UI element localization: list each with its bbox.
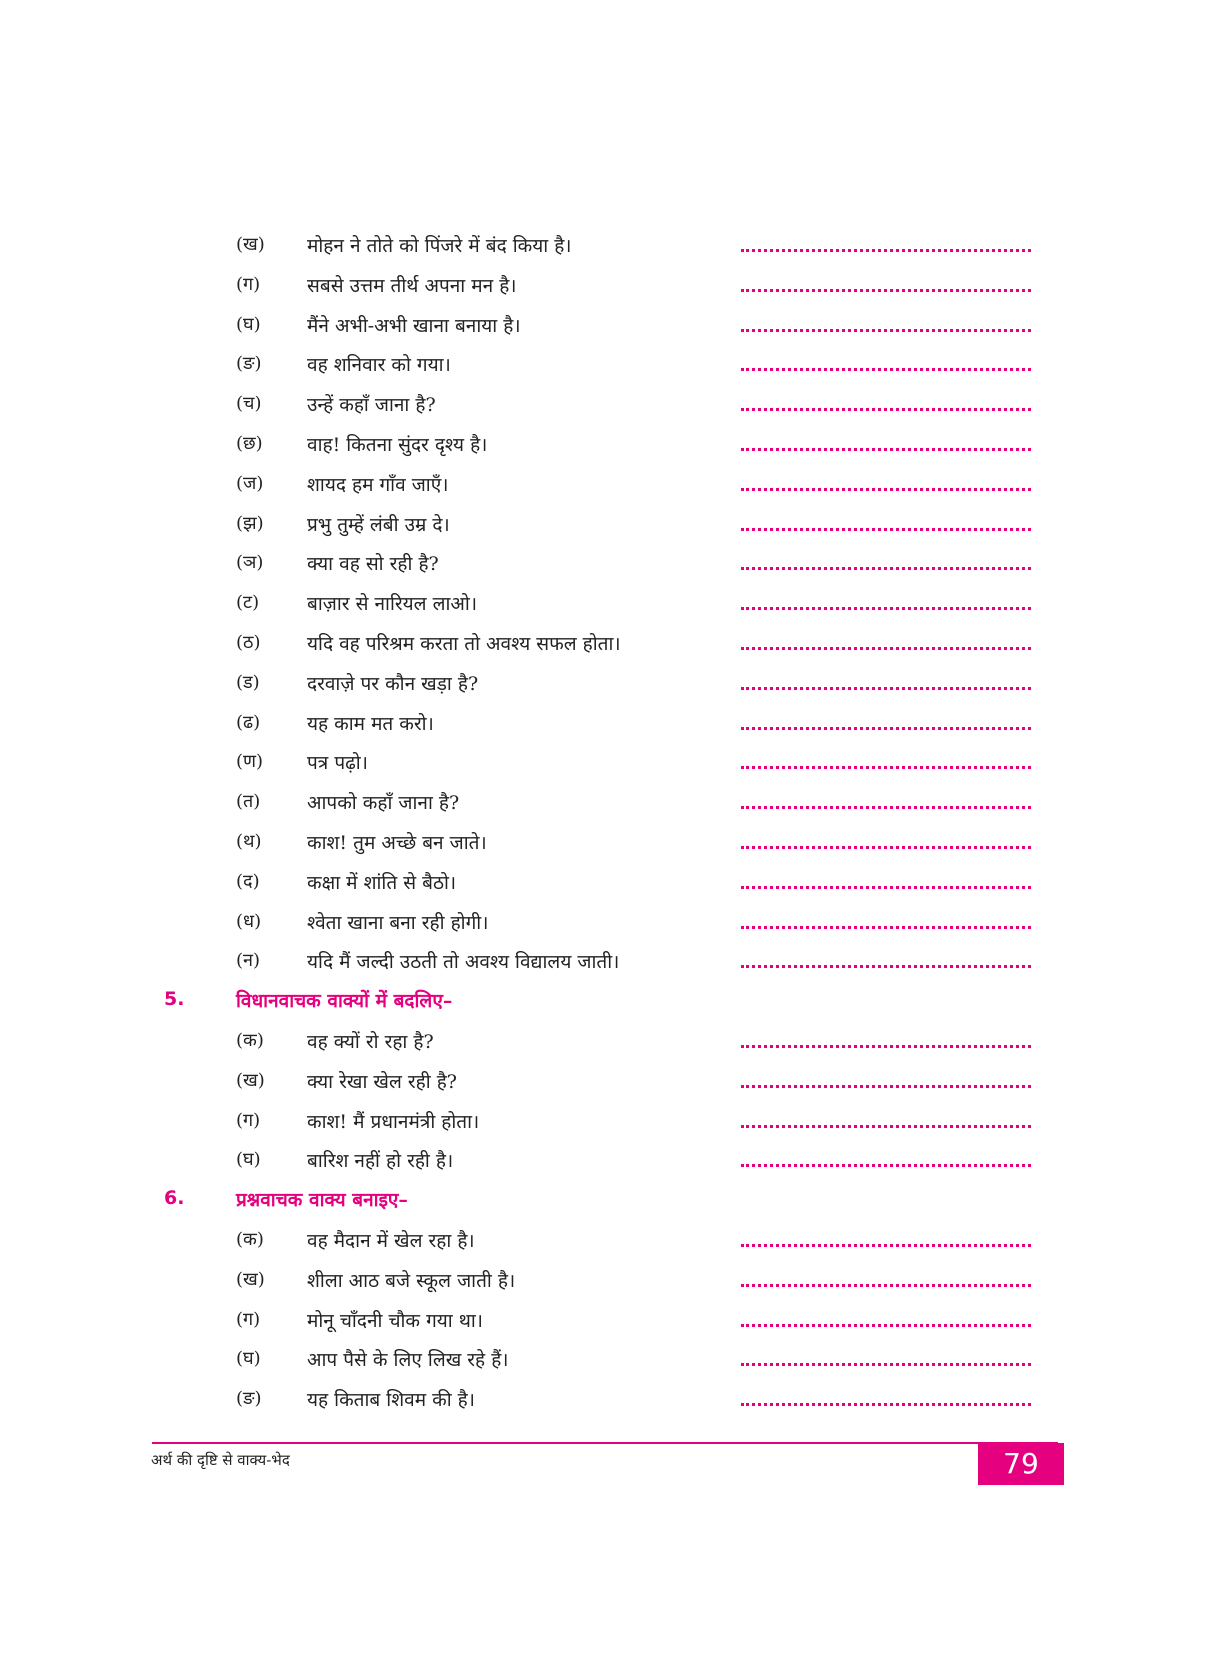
- question-label: (ड): [236, 671, 260, 693]
- question-label: (ख): [236, 1069, 265, 1091]
- question-row: [0, 743, 1224, 783]
- question-row: [0, 345, 1224, 385]
- answer-blank-line[interactable]: [741, 1085, 1031, 1088]
- answer-blank-line[interactable]: [741, 1363, 1031, 1366]
- question-row: [0, 1022, 1224, 1062]
- question-row: [0, 1380, 1224, 1420]
- question-sentence: सबसे उत्तम तीर्थ अपना मन है।: [307, 274, 517, 297]
- answer-blank-line[interactable]: [741, 408, 1031, 411]
- answer-blank-line[interactable]: [741, 1324, 1031, 1327]
- question-label: (ङ): [236, 1388, 262, 1410]
- exercise-heading: [0, 1181, 1224, 1221]
- answer-blank-line[interactable]: [741, 806, 1031, 809]
- question-row: [0, 584, 1224, 624]
- answer-blank-line[interactable]: [741, 1125, 1031, 1128]
- question-label: (ख): [236, 234, 265, 255]
- question-sentence: मोहन ने तोते को पिंजरे में बंद किया है।: [307, 235, 572, 257]
- answer-blank-line[interactable]: [741, 1403, 1031, 1406]
- answer-blank-line[interactable]: [741, 727, 1031, 730]
- question-label: (ट): [236, 592, 260, 614]
- answer-blank-line[interactable]: [741, 289, 1031, 292]
- question-sentence: यदि मैं जल्दी उठती तो अवश्य विद्यालय जाती।: [307, 951, 620, 974]
- answer-blank-line[interactable]: [741, 1164, 1031, 1167]
- question-sentence: यह किताब शिवम की है।: [307, 1389, 475, 1412]
- question-row: [0, 624, 1224, 664]
- answer-blank-line[interactable]: [741, 249, 1031, 252]
- answer-blank-line[interactable]: [741, 886, 1031, 889]
- answer-blank-line[interactable]: [741, 687, 1031, 690]
- question-sentence: क्या वह सो रही है?: [307, 553, 439, 576]
- question-sentence: काश! तुम अच्छे बन जाते।: [307, 831, 487, 854]
- question-label: (थ): [236, 830, 262, 852]
- question-label: (घ): [236, 1348, 261, 1370]
- question-sentence: यदि वह परिश्रम करता तो अवश्य सफल होता।: [307, 632, 621, 655]
- question-row: [0, 226, 1224, 266]
- question-sentence: आपको कहाँ जाना है?: [307, 792, 460, 815]
- answer-blank-line[interactable]: [741, 329, 1031, 332]
- question-row: [0, 1062, 1224, 1102]
- question-sentence: आप पैसे के लिए लिख रहे हैं।: [307, 1349, 509, 1372]
- question-row: [0, 1261, 1224, 1301]
- question-label: (च): [236, 393, 262, 415]
- exercise-title: विधानवाचक वाक्यों में बदलिए–: [236, 990, 453, 1013]
- answer-blank-line[interactable]: [741, 647, 1031, 650]
- answer-blank-line[interactable]: [741, 607, 1031, 610]
- question-row: [0, 903, 1224, 943]
- question-label: (घ): [236, 313, 261, 335]
- answer-blank-line[interactable]: [741, 926, 1031, 929]
- question-row: [0, 942, 1224, 982]
- question-row: [0, 544, 1224, 584]
- answer-blank-line[interactable]: [741, 766, 1031, 769]
- question-label: (द): [236, 870, 260, 892]
- page-number-badge: 79: [978, 1443, 1064, 1485]
- question-sentence: शायद हम गाँव जाएँ।: [307, 473, 449, 496]
- question-row: [0, 306, 1224, 346]
- question-label: (ग): [236, 1308, 261, 1330]
- question-label: (न): [236, 950, 261, 972]
- question-label: (झ): [236, 512, 264, 534]
- question-sentence: उन्हें कहाँ जाना है?: [307, 394, 436, 417]
- question-sentence: क्या रेखा खेल रही है?: [307, 1070, 457, 1093]
- question-row: [0, 664, 1224, 704]
- question-sentence: यह काम मत करो।: [307, 712, 434, 735]
- question-sentence: दरवाज़े पर कौन खड़ा है?: [307, 672, 479, 695]
- answer-blank-line[interactable]: [741, 567, 1031, 570]
- question-row: [0, 425, 1224, 465]
- footer-rule: [152, 1442, 1058, 1444]
- question-row: [0, 1102, 1224, 1142]
- exercise-number: 6.: [164, 1187, 185, 1210]
- answer-blank-line[interactable]: [741, 368, 1031, 371]
- question-row: [0, 465, 1224, 505]
- question-label: (ज): [236, 472, 264, 494]
- question-label: (ण): [236, 751, 264, 773]
- question-sentence: वह क्यों रो रहा है?: [307, 1030, 434, 1053]
- question-row: [0, 823, 1224, 863]
- answer-blank-line[interactable]: [741, 1244, 1031, 1247]
- exercise-heading: [0, 982, 1224, 1022]
- answer-blank-line[interactable]: [741, 846, 1031, 849]
- question-label: (त): [236, 791, 261, 813]
- question-sentence: काश! मैं प्रधानमंत्री होता।: [307, 1110, 480, 1133]
- question-sentence: वाह! कितना सुंदर दृश्य है।: [307, 433, 488, 456]
- answer-blank-line[interactable]: [741, 1284, 1031, 1287]
- question-row: [0, 385, 1224, 425]
- question-label: (ढ): [236, 711, 261, 733]
- question-sentence: वह मैदान में खेल रहा है।: [307, 1229, 475, 1252]
- question-row: [0, 1221, 1224, 1261]
- exercise-title: प्रश्नवाचक वाक्य बनाइए–: [236, 1189, 408, 1212]
- question-row: [0, 1340, 1224, 1380]
- question-row: [0, 1141, 1224, 1181]
- question-sentence: वह शनिवार को गया।: [307, 354, 451, 377]
- question-label: (छ): [236, 432, 263, 454]
- exercise-content: [0, 226, 1224, 1420]
- answer-blank-line[interactable]: [741, 965, 1031, 968]
- answer-blank-line[interactable]: [741, 448, 1031, 451]
- question-label: (ग): [236, 273, 261, 295]
- question-row: [0, 266, 1224, 306]
- question-label: (ख): [236, 1268, 265, 1290]
- question-row: [0, 505, 1224, 545]
- question-row: [0, 863, 1224, 903]
- question-sentence: बाज़ार से नारियल लाओ।: [307, 593, 478, 616]
- question-sentence: कक्षा में शांति से बैठो।: [307, 871, 457, 894]
- answer-blank-line[interactable]: [741, 1045, 1031, 1048]
- question-label: (ध): [236, 910, 262, 932]
- question-sentence: पत्र पढ़ो।: [307, 752, 368, 775]
- question-label: (ङ): [236, 353, 262, 375]
- question-label: (क): [236, 1029, 264, 1051]
- question-label: (ञ): [236, 552, 264, 574]
- question-label: (घ): [236, 1149, 261, 1171]
- exercise-number: 5.: [164, 988, 185, 1011]
- question-sentence: मैंने अभी-अभी खाना बनाया है।: [307, 314, 521, 337]
- question-label: (ग): [236, 1109, 261, 1131]
- question-sentence: श्वेता खाना बना रही होगी।: [307, 911, 489, 934]
- question-row: [0, 783, 1224, 823]
- question-sentence: शीला आठ बजे स्कूल जाती है।: [307, 1269, 516, 1292]
- footer-chapter-title: अर्थ की दृष्टि से वाक्य-भेद: [151, 1451, 290, 1469]
- question-label: (ठ): [236, 631, 261, 653]
- question-sentence: मोनू चाँदनी चौक गया था।: [307, 1309, 484, 1332]
- question-row: [0, 1301, 1224, 1341]
- answer-blank-line[interactable]: [741, 528, 1031, 531]
- question-sentence: बारिश नहीं हो रही है।: [307, 1150, 454, 1173]
- question-row: [0, 704, 1224, 744]
- question-sentence: प्रभु तुम्हें लंबी उम्र दे।: [307, 513, 450, 536]
- answer-blank-line[interactable]: [741, 488, 1031, 491]
- question-label: (क): [236, 1228, 264, 1250]
